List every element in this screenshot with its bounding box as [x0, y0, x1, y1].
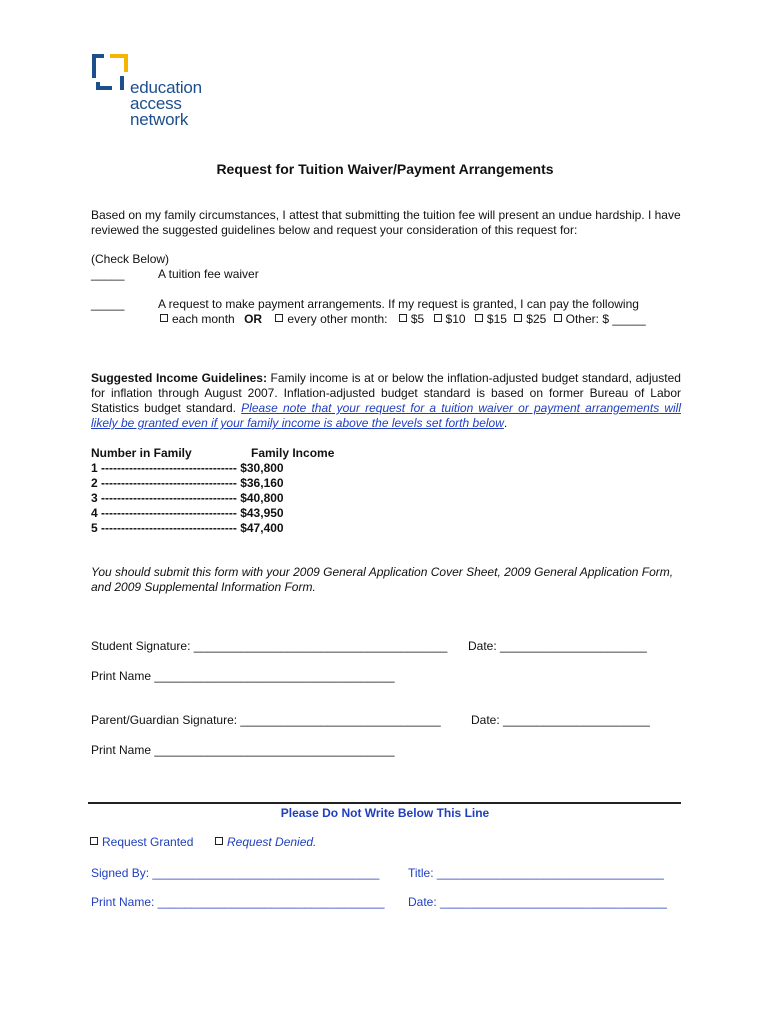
every-other-month-label: every other month:: [287, 312, 388, 326]
amount-25-label: $25: [526, 312, 547, 326]
request-denied-label: Request Denied.: [227, 835, 317, 849]
guidelines-heading: Suggested Income Guidelines:: [91, 371, 267, 385]
table-row: 5 ---------------------------------- $47,400: [91, 521, 284, 535]
parent-date-field[interactable]: Date: ______________________: [471, 713, 650, 727]
office-title-field[interactable]: Title: __________________________________: [408, 866, 664, 880]
divider-line: [88, 802, 681, 804]
amount-10-label: $10: [445, 312, 466, 326]
amount-15-checkbox[interactable]: [475, 314, 483, 322]
student-date-field[interactable]: Date: ______________________: [468, 639, 647, 653]
each-month-checkbox[interactable]: [160, 314, 168, 322]
table-row: 2 ---------------------------------- $36,160: [91, 476, 284, 490]
student-signature-field[interactable]: Student Signature: ______________________________________: [91, 639, 448, 653]
option1-blank[interactable]: _____: [91, 267, 125, 281]
option2-label: A request to make payment arrangements. If my request is granted, I can pay the following: [158, 297, 639, 311]
logo-mark-icon: [90, 52, 130, 96]
request-denied-option: [211, 835, 316, 849]
each-month-label: each month: [172, 312, 235, 326]
guidelines-body: Family income is at or below the inflation-adjusted budget standard, adjusted for inflation through August 2007. Inflation-adjusted budget standard is based on former Bureau of Labor Statistics budget standard.: [91, 371, 681, 415]
income-table: [91, 446, 335, 536]
intro-paragraph: Based on my family circumstances, I attest that submitting the tuition fee will present an undue hardship. I have reviewed the suggested guidelines below and request your consideration of this request for:: [91, 208, 681, 237]
office-print-name-field[interactable]: Print Name: __________________________________: [91, 895, 385, 909]
guidelines-note: Please note that your request for a tuition waiver or payment arrangements will likely be granted even if your family income is above the levels set forth below: [91, 401, 681, 430]
table-row: 3 ---------------------------------- $40,800: [91, 491, 284, 505]
parent-signature-field[interactable]: Parent/Guardian Signature: ______________________________: [91, 713, 441, 727]
logo-text-line3: network: [130, 110, 189, 129]
request-granted-option: [86, 835, 193, 849]
office-use-heading: Please Do Not Write Below This Line: [280, 806, 490, 820]
request-granted-label: Request Granted: [102, 835, 194, 849]
other-amount-label: Other: $ _____: [565, 312, 646, 326]
payment-options: [156, 312, 646, 326]
income-guidelines-paragraph: [91, 371, 681, 431]
page-title: Request for Tuition Waiver/Payment Arrangements: [216, 161, 554, 177]
table-row: 4 ---------------------------------- $43,950: [91, 506, 284, 520]
print-name-field-1[interactable]: Print Name ____________________________________: [91, 669, 395, 683]
table-header-income: Family Income: [251, 446, 335, 460]
logo-text-line2: access: [130, 94, 182, 113]
submit-note: You should submit this form with your 2009 General Application Cover Sheet, 2009 General Application Form, and 2009 Supplemental Information Form.: [91, 565, 674, 594]
option2-blank[interactable]: _____: [91, 297, 125, 311]
table-header-number: Number in Family: [91, 446, 192, 460]
other-amount-checkbox[interactable]: [554, 314, 562, 322]
request-denied-checkbox[interactable]: [215, 837, 223, 845]
amount-5-label: $5: [410, 312, 425, 326]
or-label: OR: [244, 312, 263, 326]
signed-by-field[interactable]: Signed By: __________________________________: [91, 866, 380, 880]
option1-label: A tuition fee waiver: [158, 267, 259, 281]
amount-15-label: $15: [486, 312, 507, 326]
amount-10-checkbox[interactable]: [434, 314, 442, 322]
every-other-month-checkbox[interactable]: [275, 314, 283, 322]
amount-25-checkbox[interactable]: [514, 314, 522, 322]
check-below-label: (Check Below): [91, 252, 170, 266]
print-name-field-2[interactable]: Print Name ____________________________________: [91, 743, 395, 757]
office-date-field[interactable]: Date: __________________________________: [408, 895, 667, 909]
table-row: 1 ---------------------------------- $30,800: [91, 461, 284, 475]
amount-5-checkbox[interactable]: [399, 314, 407, 322]
request-granted-checkbox[interactable]: [90, 837, 98, 845]
guidelines-period: .: [503, 416, 508, 430]
logo-text-line1: education: [130, 78, 202, 97]
education-access-network-logo: [90, 50, 230, 130]
